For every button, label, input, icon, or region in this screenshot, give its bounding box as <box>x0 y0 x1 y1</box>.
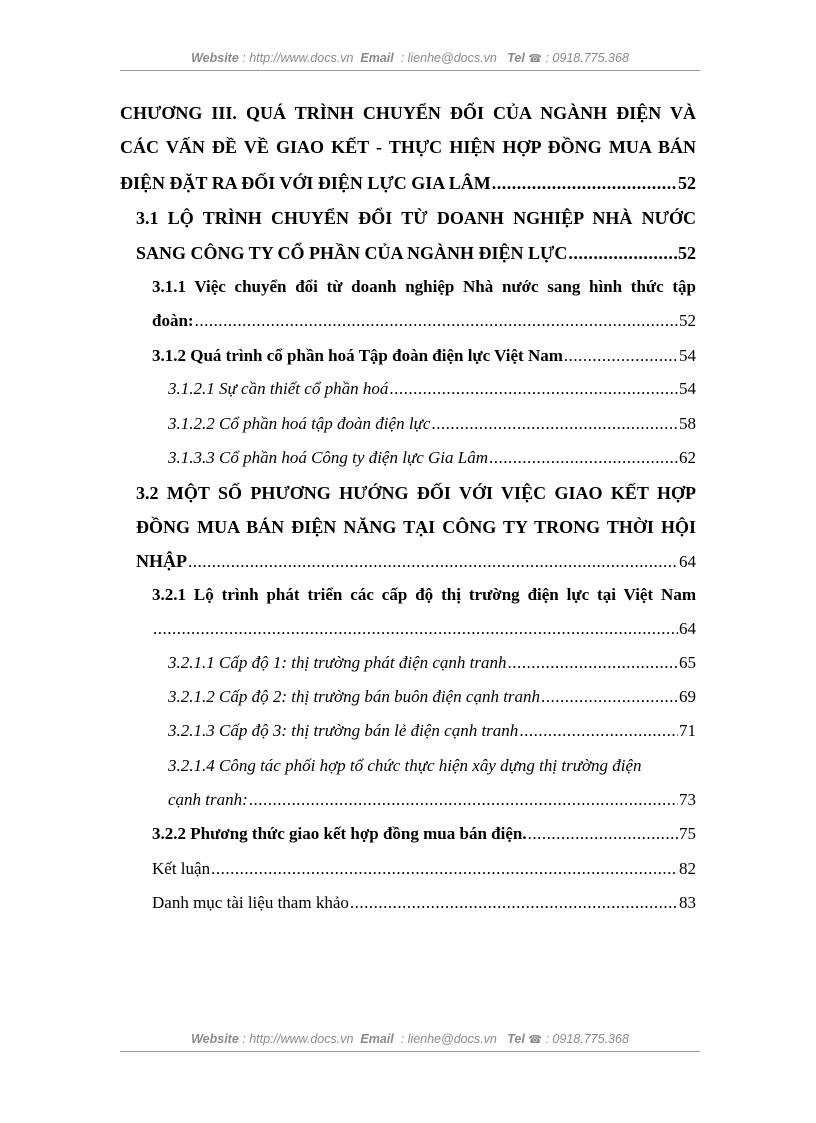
toc-entry-3-1-line1 <box>136 201 696 235</box>
toc-text: 3.2.2 Phương thức giao kết hợp đồng mua bán điện. <box>152 824 527 843</box>
toc-text: ĐIỆN ĐẶT RA ĐỐI VỚI ĐIỆN LỰC GIA LÂM <box>120 173 491 193</box>
dot-leader <box>568 236 677 270</box>
dot-leader <box>489 441 678 475</box>
dot-leader <box>519 714 678 748</box>
header-email-value[interactable]: : lienhe@docs.vn <box>400 51 497 65</box>
page-number: 64 <box>679 619 696 638</box>
page-number: 54 <box>679 346 696 365</box>
footer-email-value[interactable]: : lienhe@docs.vn <box>400 1032 497 1046</box>
dot-leader <box>541 680 678 714</box>
toc-entry-3-1-2[interactable] <box>152 339 696 373</box>
page-number: 58 <box>679 414 696 433</box>
toc-entry-3-1[interactable] <box>136 236 696 270</box>
header-divider <box>120 70 700 71</box>
page-number: 65 <box>679 653 696 672</box>
toc-entry-3-2[interactable] <box>136 544 696 578</box>
page-footer <box>120 1032 700 1050</box>
toc-text: 3.2.1.3 Cấp độ 3: thị trường bán lẻ điện cạnh tranh <box>168 721 519 740</box>
toc-text: 3.2.1.2 Cấp độ 2: thị trường bán buôn điện cạnh tranh <box>168 687 541 706</box>
toc-text: 3.2.1 Lộ trình phát triển các cấp độ thị trường điện lực tại Việt Nam <box>152 585 696 604</box>
header-website-label: Website <box>191 51 239 65</box>
page-number: 64 <box>679 552 696 571</box>
toc-text: 3.1.2.1 Sự cần thiết cổ phần hoá <box>168 379 389 398</box>
dot-leader <box>528 817 678 851</box>
toc-text: cạnh tranh: <box>168 790 248 809</box>
toc-entry-3-1-1[interactable] <box>152 304 696 338</box>
toc-entry-3-1-2-1[interactable] <box>168 372 696 406</box>
toc-text: 3.1.2 Quá trình cổ phần hoá Tập đoàn điện lực Việt Nam <box>152 346 563 365</box>
page-number: 52 <box>679 311 696 330</box>
toc-text: 3.2.1.1 Cấp độ 1: thị trường phát điện cạnh tranh <box>168 653 507 672</box>
dot-leader <box>389 372 678 406</box>
phone-icon: ☎ <box>528 1034 542 1046</box>
dot-leader <box>153 612 678 646</box>
toc-entry-3-2-1-line1 <box>152 578 696 612</box>
toc-entry-3-1-1-line1 <box>152 270 696 304</box>
page-header <box>120 51 700 69</box>
toc-entry-ket-luan[interactable] <box>152 852 696 886</box>
toc-text: CÁC VẤN ĐỀ VỀ GIAO KẾT - THỰC HIỆN HỢP ĐỒNG MUA BÁN <box>120 137 696 157</box>
footer-email-label: Email <box>360 1032 394 1046</box>
toc-entry-3-2-line2 <box>136 510 696 544</box>
page-number: 62 <box>679 448 696 467</box>
toc-entry-3-2-1-3[interactable] <box>168 714 696 748</box>
toc-entry-chapter3-line2 <box>120 130 696 164</box>
footer-website-label: Website <box>191 1032 239 1046</box>
header-email-label: Email <box>360 51 394 65</box>
toc-text: 3.1.2.2 Cổ phần hoá tập đoàn điện lực <box>168 414 431 433</box>
toc-entry-3-2-1-4[interactable] <box>168 783 696 817</box>
page-number: 69 <box>679 687 696 706</box>
header-tel-value: : 0918.775.368 <box>545 51 629 65</box>
toc-entry-3-2-line1 <box>136 476 696 510</box>
toc-entry-3-1-3-3[interactable] <box>168 441 696 475</box>
toc-text: 3.1.3.3 Cổ phần hoá Công ty điện lực Gia Lâm <box>168 448 488 467</box>
page-number: 52 <box>678 173 696 193</box>
toc-entry-3-1-2-2[interactable] <box>168 407 696 441</box>
dot-leader <box>492 166 677 200</box>
dot-leader <box>508 646 678 680</box>
toc-entry-3-2-1-1[interactable] <box>168 646 696 680</box>
toc-text: 3.1.1 Việc chuyển đổi từ doanh nghiệp Nhà nước sang hình thức tập <box>152 277 696 296</box>
dot-leader <box>350 886 678 920</box>
header-website-url[interactable]: : http://www.docs.vn <box>242 51 354 65</box>
footer-website-url[interactable]: : http://www.docs.vn <box>242 1032 354 1046</box>
page-number: 83 <box>679 893 696 912</box>
footer-tel-value: : 0918.775.368 <box>545 1032 629 1046</box>
toc-text: 3.2 MỘT SỐ PHƯƠNG HƯỚNG ĐỐI VỚI VIỆC GIAO KẾT HỢP <box>136 483 696 503</box>
page-number: 75 <box>679 824 696 843</box>
toc-entry-3-2-2[interactable] <box>152 817 696 851</box>
header-tel-label: Tel <box>507 51 525 65</box>
toc-text: đoàn: <box>152 311 194 330</box>
footer-tel-label: Tel <box>507 1032 525 1046</box>
toc-entry-chapter3-line1 <box>120 96 696 130</box>
toc-entry-chapter3[interactable] <box>120 166 696 200</box>
page-number: 54 <box>679 379 696 398</box>
toc-text: SANG CÔNG TY CỔ PHẦN CỦA NGÀNH ĐIỆN LỰC <box>136 243 568 263</box>
toc-text: 3.1 LỘ TRÌNH CHUYỂN ĐỔI TỪ DOANH NGHIỆP NHÀ NƯỚC <box>136 208 696 228</box>
toc-text: Kết luận <box>152 859 211 878</box>
dot-leader <box>564 339 678 373</box>
toc-entry-3-2-1-4-line1 <box>168 749 696 783</box>
dot-leader <box>431 407 678 441</box>
toc-text: 3.2.1.4 Công tác phối hợp tổ chức thực hiện xây dựng thị trường điện <box>168 756 642 775</box>
toc-entry-danh-muc[interactable] <box>152 886 696 920</box>
toc-text: Danh mục tài liệu tham khảo <box>152 893 349 912</box>
toc-text: CHƯƠNG III. QUÁ TRÌNH CHUYỂN ĐỔI CỦA NGÀNH ĐIỆN VÀ <box>120 103 696 123</box>
page-number: 52 <box>678 243 696 263</box>
dot-leader <box>195 304 678 338</box>
footer-divider <box>120 1051 700 1052</box>
page-number: 71 <box>679 721 696 740</box>
toc-text: ĐỒNG MUA BÁN ĐIỆN NĂNG TẠI CÔNG TY TRONG THỜI HỘI <box>136 517 696 537</box>
toc-entry-3-2-1[interactable] <box>152 612 696 646</box>
toc-entry-3-2-1-2[interactable] <box>168 680 696 714</box>
page-number: 73 <box>679 790 696 809</box>
toc-text: NHẬP <box>136 551 187 571</box>
page-number: 82 <box>679 859 696 878</box>
dot-leader <box>249 783 678 817</box>
dot-leader <box>211 852 678 886</box>
phone-icon: ☎ <box>528 53 542 65</box>
dot-leader <box>188 545 678 579</box>
